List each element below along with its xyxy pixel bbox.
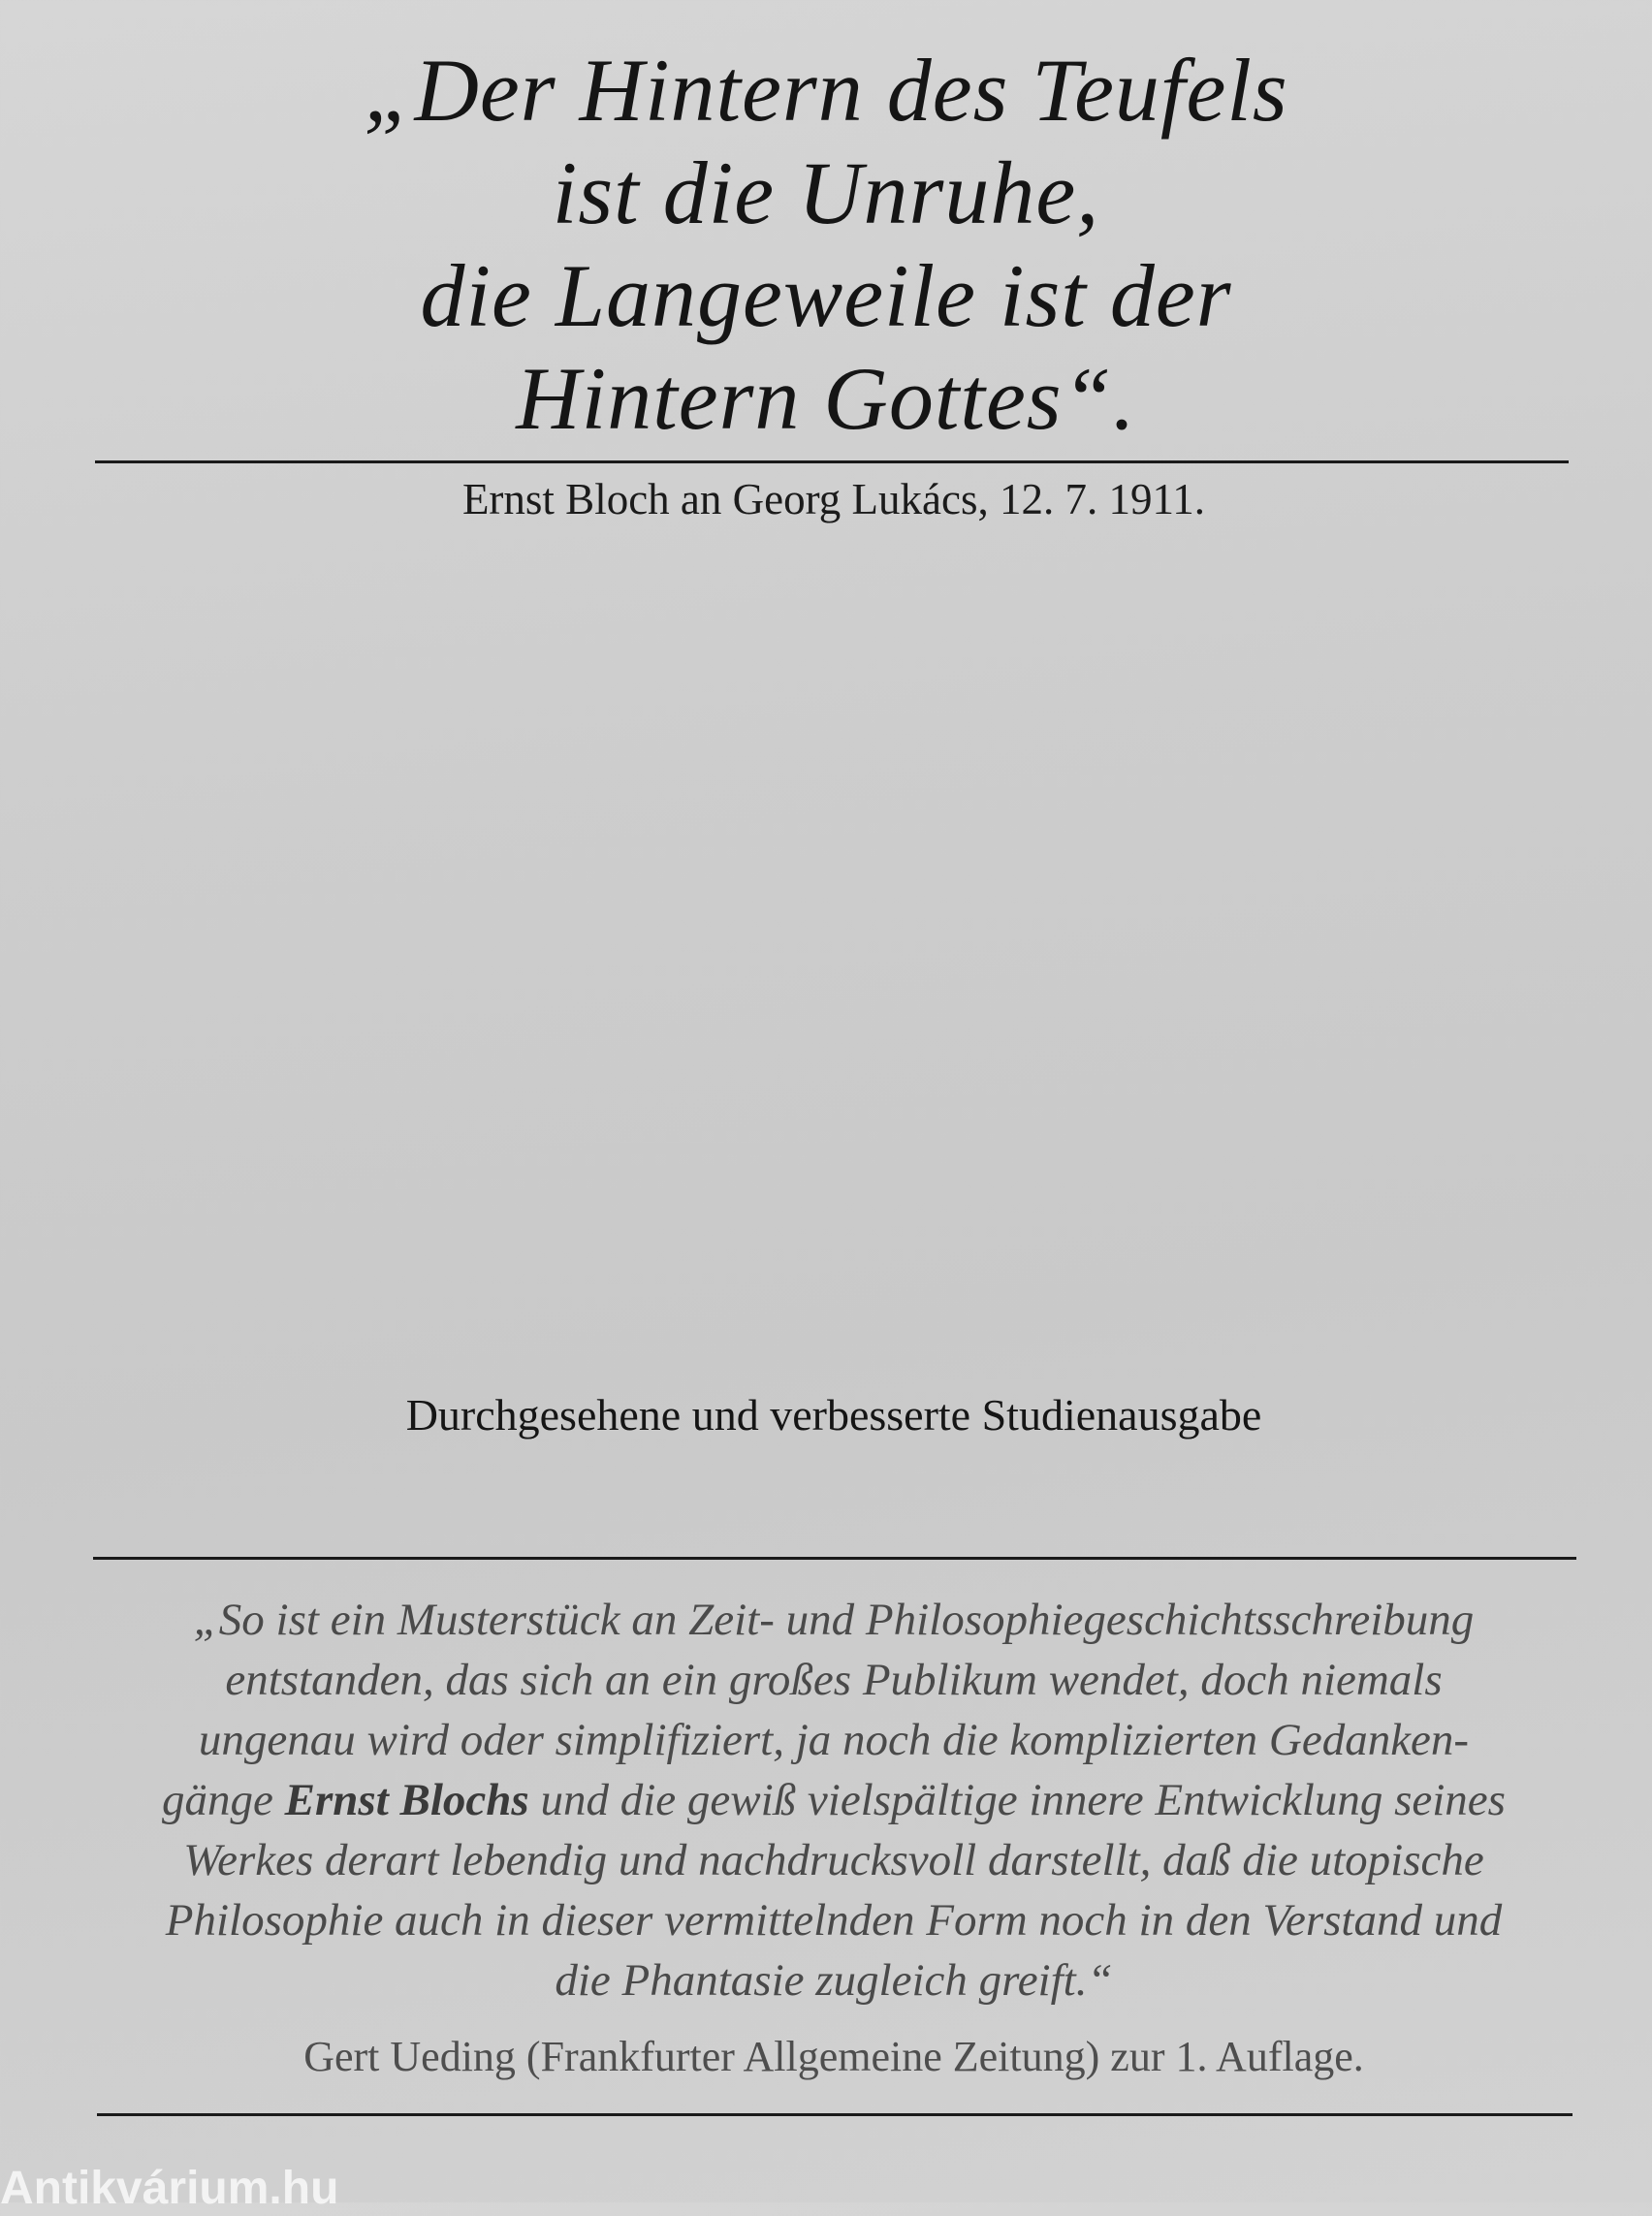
review-text: gänge [162,1775,285,1825]
review-text: und die gewiß vielspältige innere Entwicklung seines [528,1775,1506,1825]
quote-line: ist die Unruhe, [552,143,1100,242]
review-quote [0,1590,1652,2010]
watermark: Antikvárium.hu [0,2163,339,2214]
divider-bottom [97,2113,1573,2116]
review-source: Gert Ueding (Frankfurter Allgemeine Zeitung) zur 1. Auflage. [303,2033,1364,2080]
review-line: ungenau wird oder simplifiziert, ja noch die komplizierten Gedanken- [198,1715,1470,1765]
review-line: die Phantasie zugleich greift.“ [555,1955,1113,2006]
quote-attribution: Ernst Bloch an Georg Lukács, 12. 7. 1911. [461,475,1206,523]
quote-line: Hintern Gottes“. [516,349,1136,448]
review-author-name: Ernst Blochs [284,1775,529,1825]
review-line: Werkes derart lebendig und nachdrucksvoll darstellt, daß die utopische [183,1835,1484,1885]
quote-line: „Der Hintern des Teufels [364,41,1288,140]
review-line [0,1770,1652,1830]
quote-line: die Langeweile ist der [420,246,1232,345]
divider-middle [93,1557,1576,1560]
review-line: Philosophie auch in dieser vermittelnden Form noch in den Verstand und [165,1895,1503,1946]
edition-note: Durchgesehene und verbesserte Studienausgabe [405,1390,1262,1440]
review-line: entstanden, das sich an ein großes Publikum wendet, doch niemals [225,1655,1443,1705]
epigraph-quote [0,39,1652,450]
review-line: „So ist ein Musterstück an Zeit- und Philosophiegeschichtsschreibung [193,1595,1475,1645]
divider-top [95,460,1569,463]
